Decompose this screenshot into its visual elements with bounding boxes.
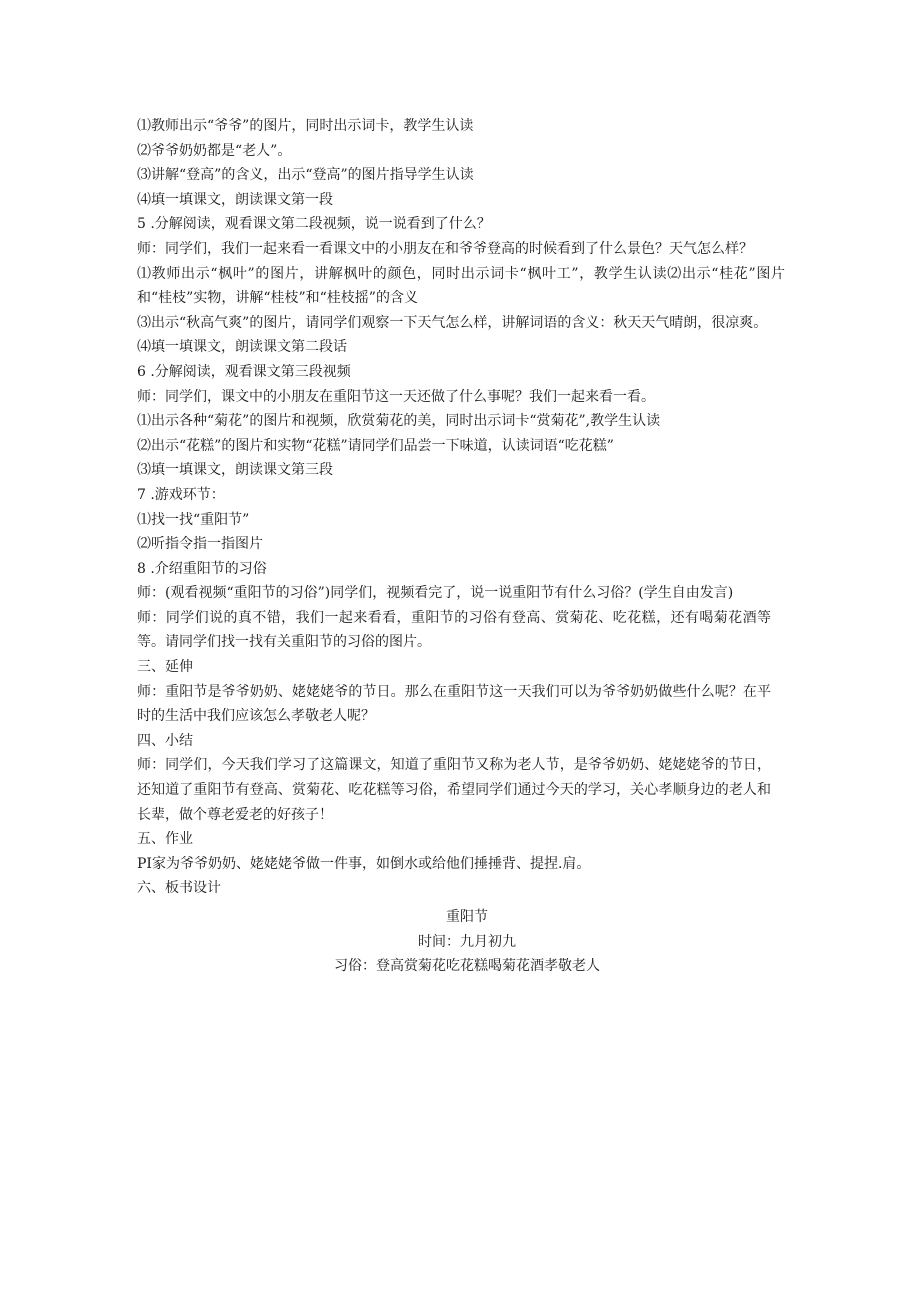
step-5-item-4: ⑷填一填课文，朗读课文第二段话 [137, 339, 347, 356]
step-5-item-3: ⑶出示“秋高气爽”的图片，请同学们观察一下天气怎么样，讲解词语的含义：秋天天气晴朗，很凉爽。 [137, 314, 768, 331]
step-6-item-2: ⑵出示“花糕”的图片和实物“花糕”请同学们品尝一下味道，认读词语“吃花糕” [137, 437, 614, 454]
section-5-heading: 五、作业 [137, 831, 193, 848]
step-4-item-3: ⑶讲解“登高”的含义，出示“登高”的图片指导学生认读 [137, 167, 474, 184]
board-title: 重阳节 [446, 909, 488, 925]
board-customs: 习俗：登高赏菊花吃花糕喝菊花酒孝敬老人 [334, 958, 600, 975]
step-4-item-1: ⑴教师出示“爷爷”的图片，同时出示词卡，教学生认读 [137, 118, 474, 134]
section-5-text: PI家为爷爷奶奶、姥姥姥爷做一件事，如倒水或给他们捶捶背、提捏.肩。 [137, 855, 591, 872]
step-8-heading: 8 .介绍重阳节的习俗 [137, 560, 267, 577]
step-6-item-1: ⑴出示各种“菊花”的图片和视频，欣赏菊花的美，同时出示词卡“赏菊花”,教学生认读 [137, 413, 661, 430]
board-time: 时间：九月初九 [418, 933, 516, 950]
step-6-item-3: ⑶填一填课文，朗读课文第三段 [137, 462, 333, 479]
step-7-heading: 7 .游戏环节： [137, 486, 225, 503]
step-5-items-1-2: ⑴教师出示“枫叶”的图片，讲解枫叶的颜色，同时出示词卡“枫叶工”，教学生认读⑵出示“桂花”图片和“桂枝”实物，讲解“桂枝”和“桂枝摇”的含义 [137, 265, 785, 307]
section-4-heading: 四、小结 [137, 732, 193, 749]
step-4-item-4: ⑷填一填课文，朗读课文第一段 [137, 191, 333, 208]
lesson-plan-body [137, 114, 797, 979]
step-6-heading: 6 .分解阅读，观看课文第三段视频 [137, 363, 351, 380]
section-4-text: 师：同学们，今天我们学习了这篇课文，知道了重阳节又称为老人节，是爷爷奶奶、姥姥姥爷的节日，还知道了重阳节有登高、赏菊花、吃花糕等习俗，希望同学们通过今天的学习，关心孝顺身边的老人和长辈，做个尊老爱老的好孩子！ [137, 757, 771, 823]
step-8-teacher-summary: 师：同学们说的真不错，我们一起来看看，重阳节的习俗有登高、赏菊花、吃花糕，还有喝菊花酒等等。请同学们找一找有关重阳节的习俗的图片。 [137, 609, 771, 651]
section-6-heading: 六、板书设计 [137, 880, 221, 897]
section-3-text: 师：重阳节是爷爷奶奶、姥姥姥爷的节日。那么在重阳节这一天我们可以为爷爷奶奶做些什么呢？在平时的生活中我们应该怎么孝敬老人呢？ [137, 683, 771, 725]
step-6-teacher-prompt: 师：同学们，课文中的小朋友在重阳节这一天还做了什么事呢？我们一起来看一看。 [137, 388, 655, 405]
step-7-item-1: ⑴找一找“重阳节” [137, 511, 250, 528]
board-design [137, 905, 797, 979]
step-8-teacher-prompt: 师：(观看视频“重阳节的习俗”)同学们，视频看完了，说一说重阳节有什么习俗？(学生自由发言) [137, 585, 734, 602]
step-4-item-2: ⑵爷爷奶奶都是“老人”。 [137, 142, 292, 159]
section-3-heading: 三、延伸 [137, 659, 193, 676]
step-5-heading: 5 .分解阅读，观看课文第二段视频，说一说看到了什么？ [137, 216, 491, 233]
step-7-item-2: ⑵听指令指一指图片 [137, 536, 263, 553]
step-5-teacher-prompt: 师：同学们，我们一起来看一看课文中的小朋友在和爷爷登高的时候看到了什么景色？天气怎么样？ [137, 240, 753, 257]
